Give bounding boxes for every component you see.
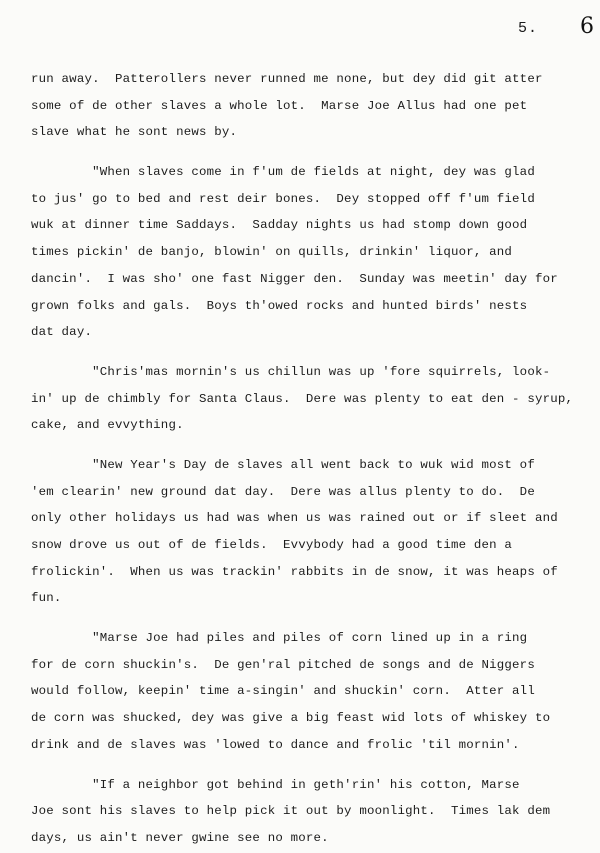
paragraph-gap	[31, 439, 586, 452]
text-line: some of de other slaves a whole lot. Marse Joe Allus had one pet	[31, 98, 528, 113]
paragraph	[31, 452, 586, 612]
text-line: for de corn shuckin's. De gen'ral pitched de songs and de Niggers	[31, 657, 535, 672]
paragraph	[31, 772, 586, 852]
corner-page-number: 6	[580, 14, 594, 39]
paragraph	[31, 359, 586, 439]
document-body	[31, 66, 586, 852]
text-line: grown folks and gals. Boys th'owed rocks and hunted birds' nests	[31, 298, 528, 313]
text-line: "New Year's Day de slaves all went back to wuk wid most of	[31, 457, 535, 472]
paragraph-gap	[31, 146, 586, 159]
text-line: drink and de slaves was 'lowed to dance and frolic 'til mornin'.	[31, 737, 520, 752]
text-line: Joe sont his slaves to help pick it out by moonlight. Times lak dem	[31, 804, 551, 819]
text-line: slave what he sont news by.	[31, 125, 238, 140]
text-line: "Marse Joe had piles and piles of corn lined up in a ring	[31, 631, 528, 646]
text-line: to jus' go to bed and rest deir bones. Dey stopped off f'um field	[31, 191, 535, 206]
paragraph	[31, 625, 586, 758]
text-line: run away. Patterollers never runned me none, but dey did git atter	[31, 72, 543, 86]
text-line: 'em clearin' new ground dat day. Dere was allus plenty to do. De	[31, 484, 535, 499]
paragraph	[31, 159, 586, 346]
text-line: wuk at dinner time Saddays. Sadday nights us had stomp down good	[31, 218, 528, 233]
text-line: times pickin' de banjo, blowin' on quills, drinkin' liquor, and	[31, 245, 513, 260]
paragraph-gap	[31, 612, 586, 625]
text-line: dat day.	[31, 325, 93, 340]
text-line: frolickin'. When us was trackin' rabbits in de snow, it was heaps of	[31, 564, 558, 579]
text-line: fun.	[31, 591, 62, 606]
paragraph-gap	[31, 759, 586, 772]
text-line: in' up de chimbly for Santa Claus. Dere was plenty to eat den - syrup,	[31, 391, 574, 406]
text-line: cake, and evvything.	[31, 418, 184, 433]
text-line: only other holidays us had was when us was rained out or if sleet and	[31, 511, 558, 526]
text-line: "If a neighbor got behind in geth'rin' his cotton, Marse	[31, 777, 520, 792]
text-line: days, us ain't never gwine see no more.	[31, 830, 329, 845]
page-number: 5.	[518, 20, 539, 37]
text-line: de corn was shucked, dey was give a big feast wid lots of whiskey to	[31, 711, 551, 726]
paragraph-gap	[31, 346, 586, 359]
text-line: "When slaves come in f'um de fields at night, dey was glad	[31, 165, 535, 180]
text-line: would follow, keepin' time a-singin' and shuckin' corn. Atter all	[31, 684, 535, 699]
text-line: "Chris'mas mornin's us chillun was up 'fore squirrels, look-	[31, 364, 551, 379]
text-line: dancin'. I was sho' one fast Nigger den. Sunday was meetin' day for	[31, 271, 558, 286]
text-line: snow drove us out of de fields. Evvybody had a good time den a	[31, 538, 513, 552]
paragraph	[31, 66, 586, 146]
